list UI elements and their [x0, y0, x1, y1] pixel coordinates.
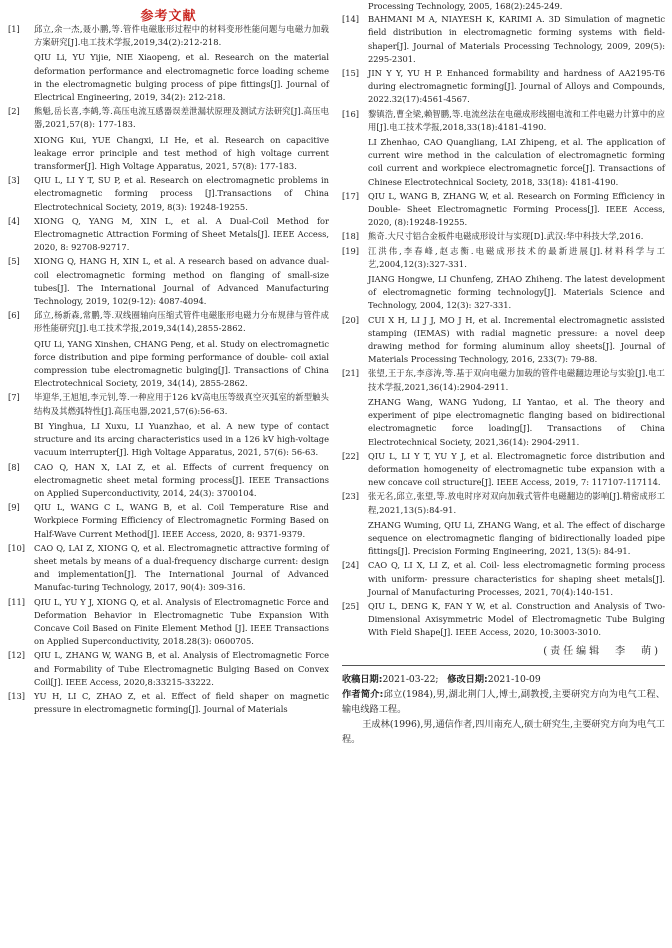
revised-date: 2021-10-09 [487, 673, 541, 685]
reference-item [8, 174, 329, 214]
reference-text-en: CUI X H, LI J J, MO J H, et al. Incremental electromagnetic assisted stamping (IEMAS) with radial magnetic pressure: a novel deep drawing method for forming aluminum alloy sheets[J]. Journal of Materials Processing Technology, 2016, 233(7): 79-88. [368, 314, 665, 365]
reference-number: [23] [342, 491, 360, 502]
reference-item [342, 245, 665, 313]
reference-item [8, 23, 329, 104]
reference-item [8, 649, 329, 689]
reference-item [8, 542, 329, 595]
author-bio-2: 王成林(1996),男,通信作者,四川南充人,硕士研究生,主要研究方向为电气工程。 [342, 718, 665, 745]
reference-text-en: CAO Q, HAN X, LAI Z, et al. Effects of current frequency on electromagnetic sheet metal forming process[J]. IEEE Transactions on Applied Superconductivity, 2014, 24(3): 3700104. [34, 461, 329, 498]
reference-text-en: ZHANG Wuming, QIU Li, ZHANG Wang, et al. The effect of discharge sequence on electromagnetic flanging of bidirectionally loaded pipe fittings[J]. Precision Forming Engineering, 2021, 13(5): 84-91. [368, 519, 665, 557]
reference-text-en: XIONG Q, HANG H, XIN L, et al. A research based on advance dual-coil electromagnetic forming method on flanging of small-size tubes[J]. The International Journal of Advanced Manufacturing Technology, 2019, 102(9-12): 4087-4094. [34, 256, 329, 307]
author-bio-1-text: 邱立(1984),男,湖北荆门人,博士,副教授,主要研究方向为电气工程、输电线路工程。 [342, 688, 665, 715]
reference-number: [16] [342, 108, 360, 119]
reference-number: [13] [8, 690, 26, 701]
reference-text-en: BI Yinghua, LI Xuxu, LI Yuanzhao, et al. A new type of contact structure and its arcing characteristics used in a 126 kV high-voltage vacuum interrupter[J]. High Voltage Apparatus, 2021, 57(6): 56-63. [34, 420, 329, 458]
reference-item [342, 367, 665, 448]
editor-credit: (责任编辑 李 萌) [543, 645, 661, 657]
reference-text-cn: 黎镇浩,曹全梁,赖智鹏,等.电流丝法在电磁成形线圈电流和工件电磁力计算中的应用[J].电工技术学报,2018,33(18):4181-4190. [368, 108, 665, 132]
reference-item [342, 190, 665, 230]
reference-text-en: QIU L, YU Y J, XIONG Q, et al. Analysis of Electromagnetic Force and Deformation Behavior in Electromagnetic Tube Expansion With Concave Coil Based on Finite Element Method [J]. IEEE Transactions on Applied Superconductivity, 2018.28(3): 0600705. [34, 596, 329, 647]
reference-number: [21] [342, 368, 360, 379]
reference-text-en: XIONG Q, YANG M, XIN L, et al. A Dual-Coil Method for Electromagnetic Attraction Forming of Sheet Metals[J]. IEEE Access, 2020, 8: 92708-92717. [34, 215, 329, 253]
reference-number: [7] [8, 392, 20, 403]
reference-list [342, 13, 665, 639]
reference-item [342, 450, 665, 490]
reference-text-cn: 邱立,杨新森,常鹏,等.双线圈轴向压缩式管件电磁胀形电磁力分布规律与管件成形性能研究[J].电工技术学报,2019,34(14),2855-2862. [34, 310, 329, 334]
reference-item [342, 13, 665, 66]
reference-number: [4] [8, 215, 20, 226]
reference-number: [1] [8, 24, 20, 34]
article-info [342, 672, 665, 747]
reference-number: [22] [342, 450, 360, 461]
reference-item [8, 501, 329, 541]
reference-text-en: QIU L, LI Y T, SU P, et al. Research on electromagnetic problems in electromagnetic forming process [J].Transactions of China Electrotechnical Society, 2019, 8(3): 19248-19255. [34, 175, 329, 212]
reference-text-en: QIU Li, YANG Xinshen, CHANG Peng, et al. Study on electromagnetic force distribution and pipe forming performance of double- coil axial compression tube electromagnetic bulging[J]. Transactions of China Electrotechnical Society, 2019, 34(14), 2855-2862. [34, 338, 329, 389]
reference-item [342, 559, 665, 599]
reference-item [342, 314, 665, 367]
reference-item [8, 309, 329, 390]
reference-text-cn: 毕迎华,王旭旭,李元钊,等.一种应用于126 kV高电压等级真空灭弧室的新型触头结构及其燃弧特性[J].高压电器,2021,57(6):56-63. [34, 392, 329, 416]
reference-text-cn: 熊魁,岳长喜,李鹤,等.高压电流互感器误差泄漏状原理及测试方法研究[J].高压电器,2021,57(8): 177-183. [34, 106, 329, 130]
reference-number: [24] [342, 560, 360, 571]
reference-number: [17] [342, 190, 360, 201]
reference-number: [9] [8, 502, 20, 513]
reference-text-en: JIANG Hongwe, LI Chunfeng, ZHAO Zhiheng. The latest development of electromagnetic forming technology[J]. Materials Science and Technology, 2004, 12(3): 327-331. [368, 274, 665, 311]
reference-item [8, 105, 329, 173]
reference-number: [3] [8, 175, 20, 186]
reference-item [8, 690, 329, 716]
reference-text-en: QIU L, DENG K, FAN Y W, et al. Construction and Analysis of Two- Dimensional Axisymmetric Model of Electromagnetic Tube Bulging With Field Shape[J]. IEEE Access, 2020, 10:3003-3010. [368, 600, 665, 638]
author-label: 作者简介: [342, 688, 384, 700]
reference-number: [20] [342, 314, 360, 325]
reference-text-en: QIU L, WANG B, ZHANG W, et al. Research on Forming Efficiency in Double- Sheet Electromagnetic Forming Process[J]. IEEE Access, 2020, (8):19248-19255. [368, 190, 665, 228]
reference-item [342, 230, 665, 243]
left-column [8, 0, 329, 716]
reference-item [8, 461, 329, 501]
reference-text-en: ZHANG Wang, WANG Yudong, LI Yantao, et al. The theory and experiment of pipe electromagnetic flanging based on bidirectional electromagnetic force loading[J]. Transactions of China Electrotechnical Society, 2021,36(14): 2904-2911. [368, 396, 665, 447]
reference-continuation-text: Processing Technology, 2005, 168(2):245-249. [368, 1, 563, 11]
reference-number: [2] [8, 106, 20, 117]
revised-label: 修改日期: [447, 673, 488, 685]
reference-number: [15] [342, 68, 360, 79]
reference-number: [10] [8, 542, 26, 553]
reference-item [8, 596, 329, 649]
reference-text-cn: 邱立,余一杰,聂小鹏,等.管件电磁胀形过程中的材料变形性能问题与电磁力加载方案研究[J].电工技术学报,2019,34(2):212-218. [34, 24, 329, 48]
reference-text-cn: 张无名,邱立,张望,等.放电时序对双向加载式管件电磁翻边的影响[J].精密成形工程,2021,13(5):84-91. [368, 491, 665, 515]
author-bio-1 [342, 687, 665, 717]
reference-text-en: LI Zhenhao, CAO Quangliang, LAI Zhipeng, et al. The application of current wire method in the calculation of electromagnetic forming coil current and workpiece electromagnetic force[J]. Transactions of Chinese Electrotechnical Society, 2018, 33(18): 4181-4190. [368, 137, 665, 187]
reference-text-en: QIU L, ZHANG W, WANG B, et al. Analysis of Electromagnetic Force and Formability of Tube Electromagnetic Bulging Based on Convex Coil[J]. IEEE Access, 2020,8:33215-33222. [34, 650, 329, 687]
reference-text-en: CAO Q, LAI Z, XIONG Q, et al. Electromagnetic attractive forming of sheet metals by means of a dual-frequency discharge current: design and implementation[J]. The International Journal of Advanced Manufac-turing Technology, 2017, 90(4): 309-316. [34, 542, 329, 593]
reference-text-cn: 张望,王于东,李彦涛,等.基于双向电磁力加载的管件电磁翻边理论与实验[J].电工技术学报,2021,36(14):2904-2911. [368, 368, 665, 392]
reference-number: [19] [342, 245, 360, 256]
reference-item [8, 215, 329, 255]
received-date: 2021-03-22; [382, 673, 439, 685]
reference-number: [6] [8, 310, 20, 321]
reference-text-en: JIN Y Y, YU H P. Enhanced formability and hardness of AA2195-T6 during electromagnetic forming[J]. Journal of Alloys and Compounds, 2022.32(17):4561-4567. [368, 68, 665, 105]
reference-text-en: QIU L, WANG C L, WANG B, et al. Coil Temperature Rise and Workpiece Forming Efficiency of Electromagnetic Forming Based on Half-Wave Current Method[J]. IEEE Access, 2020, 8: 9371-9379. [34, 502, 329, 539]
dates-line [342, 672, 665, 687]
reference-text-en: YU H, LI C, ZHAO Z, et al. Effect of field shaper on magnetic pressure in electromagnetic forming[J]. Journal of Materials [34, 690, 329, 715]
reference-text-en: CAO Q, LI X, LI Z, et al. Coil- less electromagnetic forming process with uniform- pressure characteristics for shaping sheet metals[J]. Journal of Manufacturing Processes, 2021, 70(4):140-151. [368, 560, 665, 597]
reference-item [8, 255, 329, 308]
reference-number: [8] [8, 461, 20, 472]
reference-text-en: BAHMANI M A, NIAYESH K, KARIMI A. 3D Simulation of magnetic field distribution in electromagnetic forming systems with field- shaper[J]. Journal of Materials Processing Technology, 2009, 209(5): 2295-2301. [368, 14, 665, 64]
reference-item [342, 108, 665, 189]
right-column [342, 0, 665, 747]
reference-text-cn: 江洪伟,李春峰,赵志衡.电磁成形技术的最新进展[J].材料科学与工艺,2004,12(3):327-331. [368, 245, 665, 269]
reference-number: [11] [8, 596, 26, 607]
references-title: 参考文献 [140, 9, 197, 24]
divider [342, 665, 665, 666]
reference-text-en: XIONG Kui, YUE Changxi, LI He, et al. Research on capacitive leakage error principle and test method of high voltage current transformer[J]. High Voltage Apparatus, 2021, 57(8): 177-183. [34, 134, 329, 172]
reference-continuation [342, 0, 665, 13]
reference-number: [14] [342, 14, 360, 25]
reference-number: [25] [342, 600, 360, 611]
reference-number: [18] [342, 231, 360, 242]
reference-item [342, 490, 665, 558]
reference-list [8, 23, 329, 716]
reference-number: [5] [8, 256, 20, 267]
reference-number: [12] [8, 650, 26, 661]
reference-item [8, 391, 329, 459]
reference-item [342, 600, 665, 640]
reference-text-en: QIU L, LI Y T, YU Y J, et al. Electromagnetic force distribution and deformation homogeneity of electromagnetic tube expansion with a new concave coil structure[J]. IEEE Access, 2019, 7: 117107-117114. [368, 450, 665, 488]
reference-text-cn: 熊奇.大尺寸铝合金板件电磁成形设计与实现[D].武汉:华中科技大学,2016. [368, 231, 644, 242]
reference-item [342, 67, 665, 107]
reference-text-en: QIU Li, YU Yijie, NIE Xiaopeng, et al. Research on the material deformation performance and electromagnetic force loading scheme in the electromagnetic bulging process of pipe fittings[J]. Journal of Electrical Engineering, 2019, 34(2): 212-218. [34, 52, 329, 103]
received-label: 收稿日期: [342, 673, 383, 685]
